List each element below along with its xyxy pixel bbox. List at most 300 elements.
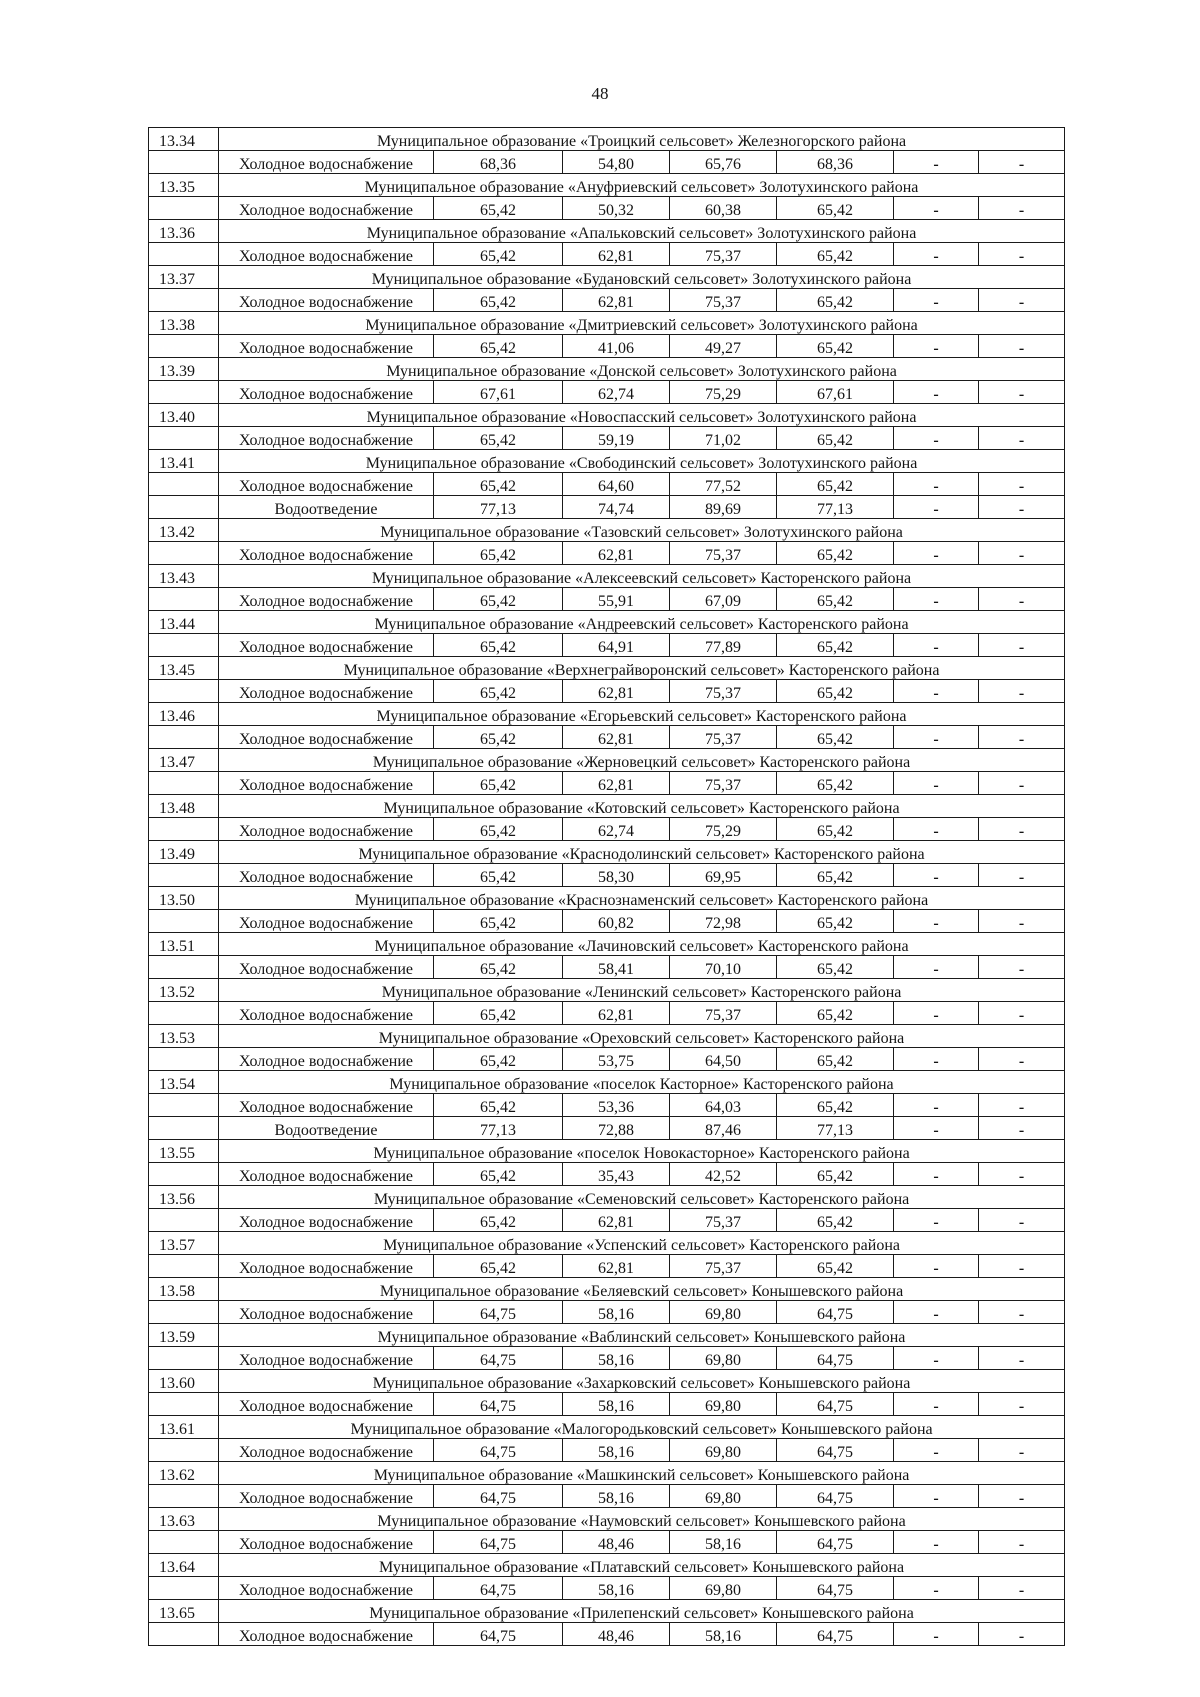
section-number: 13.61 (149, 1416, 219, 1439)
tariff-value: - (894, 818, 979, 841)
row-number-blank (149, 1347, 219, 1370)
section-header-row (149, 795, 1065, 818)
section-number: 13.43 (149, 565, 219, 588)
tariff-value: 70,10 (670, 956, 777, 979)
tariff-value: 65,42 (777, 1209, 894, 1232)
section-header-row (149, 358, 1065, 381)
tariff-value: - (894, 1163, 979, 1186)
municipality-title: Муниципальное образование «Лачиновский сельсовет» Касторенского района (219, 933, 1065, 956)
service-name: Холодное водоснабжение (219, 1002, 434, 1025)
tariff-value: 65,42 (777, 1048, 894, 1071)
tariff-value: 65,42 (777, 910, 894, 933)
section-header-row (149, 128, 1065, 151)
row-number-blank (149, 381, 219, 404)
tariff-row (149, 634, 1065, 657)
section-header-row (149, 1232, 1065, 1255)
municipality-title: Муниципальное образование «Беляевский сельсовет» Конышевского района (219, 1278, 1065, 1301)
tariff-value: 67,09 (670, 588, 777, 611)
tariff-row (149, 1002, 1065, 1025)
municipality-title: Муниципальное образование «Прилепенский сельсовет» Конышевского района (219, 1600, 1065, 1623)
tariff-row (149, 473, 1065, 496)
tariff-value: 64,75 (434, 1531, 563, 1554)
tariff-value: - (894, 197, 979, 220)
municipality-title: Муниципальное образование «Свободинский сельсовет» Золотухинского района (219, 450, 1065, 473)
tariff-value: - (979, 726, 1065, 749)
tariff-row (149, 1577, 1065, 1600)
tariff-value: 87,46 (670, 1117, 777, 1140)
section-header-row (149, 565, 1065, 588)
section-header-row (149, 1416, 1065, 1439)
tariff-row (149, 496, 1065, 519)
section-number: 13.46 (149, 703, 219, 726)
tariff-value: 62,81 (563, 726, 670, 749)
service-name: Холодное водоснабжение (219, 1255, 434, 1278)
municipality-title: Муниципальное образование «Будановский сельсовет» Золотухинского района (219, 266, 1065, 289)
tariff-value: 64,75 (777, 1439, 894, 1462)
section-number: 13.38 (149, 312, 219, 335)
service-name: Холодное водоснабжение (219, 542, 434, 565)
tariff-value: - (894, 427, 979, 450)
tariff-value: - (979, 1255, 1065, 1278)
tariff-value: 65,42 (434, 1209, 563, 1232)
section-number: 13.42 (149, 519, 219, 542)
row-number-blank (149, 1577, 219, 1600)
section-number: 13.63 (149, 1508, 219, 1531)
tariff-value: 75,37 (670, 542, 777, 565)
tariff-row (149, 381, 1065, 404)
tariff-value: - (979, 335, 1065, 358)
tariff-value: - (979, 1347, 1065, 1370)
tariff-value: 64,75 (777, 1485, 894, 1508)
section-header-row (149, 450, 1065, 473)
tariff-value: - (979, 1163, 1065, 1186)
row-number-blank (149, 427, 219, 450)
row-number-blank (149, 588, 219, 611)
row-number-blank (149, 864, 219, 887)
row-number-blank (149, 151, 219, 174)
tariff-value: - (979, 1531, 1065, 1554)
tariff-row (149, 1048, 1065, 1071)
tariff-value: 41,06 (563, 335, 670, 358)
tariff-value: 65,42 (777, 634, 894, 657)
tariff-row (149, 1209, 1065, 1232)
tariff-value: - (979, 381, 1065, 404)
tariff-row (149, 1439, 1065, 1462)
section-number: 13.47 (149, 749, 219, 772)
municipality-title: Муниципальное образование «Семеновский сельсовет» Касторенского района (219, 1186, 1065, 1209)
tariff-value: 65,42 (434, 818, 563, 841)
row-number-blank (149, 1048, 219, 1071)
section-number: 13.45 (149, 657, 219, 680)
tariff-value: - (894, 1117, 979, 1140)
tariff-row (149, 910, 1065, 933)
tariff-value: 62,81 (563, 1209, 670, 1232)
tariff-value: 77,52 (670, 473, 777, 496)
tariff-row (149, 772, 1065, 795)
tariff-row (149, 864, 1065, 887)
service-name: Холодное водоснабжение (219, 1347, 434, 1370)
tariff-value: - (979, 1393, 1065, 1416)
tariff-value: 75,37 (670, 726, 777, 749)
tariff-value: 67,61 (777, 381, 894, 404)
tariff-row (149, 818, 1065, 841)
tariff-row (149, 726, 1065, 749)
tariff-value: - (894, 956, 979, 979)
tariff-value: - (894, 473, 979, 496)
tariff-value: 75,37 (670, 1209, 777, 1232)
tariff-value: 65,42 (434, 956, 563, 979)
row-number-blank (149, 956, 219, 979)
municipality-title: Муниципальное образование «поселок Касторное» Касторенского района (219, 1071, 1065, 1094)
tariff-value: 53,75 (563, 1048, 670, 1071)
municipality-title: Муниципальное образование «Новоспасский сельсовет» Золотухинского района (219, 404, 1065, 427)
tariff-value: 71,02 (670, 427, 777, 450)
tariff-value: - (894, 1439, 979, 1462)
municipality-title: Муниципальное образование «Алексеевский сельсовет» Касторенского района (219, 565, 1065, 588)
tariff-value: 50,32 (563, 197, 670, 220)
service-name: Холодное водоснабжение (219, 1623, 434, 1646)
tariff-value: 65,42 (434, 427, 563, 450)
tariff-value: 64,03 (670, 1094, 777, 1117)
tariff-value: 75,37 (670, 772, 777, 795)
tariff-row (149, 1393, 1065, 1416)
row-number-blank (149, 1439, 219, 1462)
tariff-value: 65,42 (777, 772, 894, 795)
section-number: 13.44 (149, 611, 219, 634)
row-number-blank (149, 197, 219, 220)
section-number: 13.37 (149, 266, 219, 289)
tariff-value: 72,98 (670, 910, 777, 933)
tariff-value: 77,13 (434, 496, 563, 519)
section-number: 13.40 (149, 404, 219, 427)
municipality-title: Муниципальное образование «Андреевский сельсовет» Касторенского района (219, 611, 1065, 634)
service-name: Холодное водоснабжение (219, 289, 434, 312)
service-name: Холодное водоснабжение (219, 864, 434, 887)
tariff-value: - (894, 1623, 979, 1646)
tariff-value: 65,42 (777, 1163, 894, 1186)
service-name: Холодное водоснабжение (219, 1163, 434, 1186)
row-number-blank (149, 1301, 219, 1324)
tariff-value: 65,76 (670, 151, 777, 174)
row-number-blank (149, 1255, 219, 1278)
tariff-value: - (894, 634, 979, 657)
tariff-value: 42,52 (670, 1163, 777, 1186)
section-number: 13.50 (149, 887, 219, 910)
municipality-title: Муниципальное образование «Котовский сельсовет» Касторенского района (219, 795, 1065, 818)
service-name: Холодное водоснабжение (219, 588, 434, 611)
tariff-row (149, 335, 1065, 358)
tariff-value: 65,42 (434, 197, 563, 220)
municipality-title: Муниципальное образование «поселок Новокасторное» Касторенского района (219, 1140, 1065, 1163)
service-name: Холодное водоснабжение (219, 1301, 434, 1324)
tariff-value: - (894, 1048, 979, 1071)
tariff-value: 65,42 (434, 289, 563, 312)
tariff-value: - (979, 197, 1065, 220)
municipality-title: Муниципальное образование «Апальковский сельсовет» Золотухинского района (219, 220, 1065, 243)
tariff-value: - (894, 496, 979, 519)
tariff-value: 58,16 (670, 1623, 777, 1646)
section-header-row (149, 703, 1065, 726)
service-name: Холодное водоснабжение (219, 473, 434, 496)
tariff-value: 65,42 (434, 335, 563, 358)
tariff-value: - (979, 496, 1065, 519)
tariff-value: - (894, 335, 979, 358)
tariff-value: 58,16 (563, 1577, 670, 1600)
tariff-value: 74,74 (563, 496, 670, 519)
section-number: 13.48 (149, 795, 219, 818)
service-name: Холодное водоснабжение (219, 1094, 434, 1117)
tariff-value: 64,75 (777, 1623, 894, 1646)
section-number: 13.56 (149, 1186, 219, 1209)
tariff-value: 65,42 (434, 1048, 563, 1071)
tariff-value: 62,81 (563, 542, 670, 565)
tariff-value: 54,80 (563, 151, 670, 174)
tariff-value: 77,13 (434, 1117, 563, 1140)
tariff-value: 62,81 (563, 243, 670, 266)
tariff-value: 65,42 (434, 1002, 563, 1025)
municipality-title: Муниципальное образование «Ленинский сельсовет» Касторенского района (219, 979, 1065, 1002)
tariff-value: 67,61 (434, 381, 563, 404)
tariff-value: - (979, 818, 1065, 841)
tariff-value: 62,81 (563, 1002, 670, 1025)
section-number: 13.36 (149, 220, 219, 243)
tariff-value: 60,82 (563, 910, 670, 933)
tariff-value: 65,42 (777, 1094, 894, 1117)
row-number-blank (149, 1002, 219, 1025)
row-number-blank (149, 1531, 219, 1554)
section-header-row (149, 1071, 1065, 1094)
tariff-value: - (894, 289, 979, 312)
tariff-value: - (894, 1531, 979, 1554)
tariff-value: 89,69 (670, 496, 777, 519)
tariff-value: 62,81 (563, 680, 670, 703)
service-name: Холодное водоснабжение (219, 1439, 434, 1462)
tariff-value: 62,81 (563, 289, 670, 312)
tariff-value: 35,43 (563, 1163, 670, 1186)
municipality-title: Муниципальное образование «Донской сельсовет» Золотухинского района (219, 358, 1065, 381)
tariff-row (149, 542, 1065, 565)
section-number: 13.58 (149, 1278, 219, 1301)
tariff-value: - (894, 1393, 979, 1416)
section-header-row (149, 611, 1065, 634)
tariff-row (149, 680, 1065, 703)
tariff-value: - (979, 1048, 1065, 1071)
tariff-value: - (979, 243, 1065, 266)
row-number-blank (149, 1094, 219, 1117)
section-header-row (149, 657, 1065, 680)
tariff-row (149, 151, 1065, 174)
tariff-value: - (894, 726, 979, 749)
tariff-value: 64,75 (434, 1485, 563, 1508)
service-name: Холодное водоснабжение (219, 1531, 434, 1554)
tariff-value: 64,75 (777, 1531, 894, 1554)
tariff-value: 65,42 (434, 1094, 563, 1117)
section-number: 13.35 (149, 174, 219, 197)
tariff-value: 65,42 (777, 473, 894, 496)
municipality-title: Муниципальное образование «Ваблинский сельсовет» Конышевского района (219, 1324, 1065, 1347)
tariff-value: 69,80 (670, 1439, 777, 1462)
row-number-blank (149, 772, 219, 795)
tariff-value: - (894, 243, 979, 266)
tariff-value: - (894, 151, 979, 174)
service-name: Холодное водоснабжение (219, 1209, 434, 1232)
tariff-value: 64,50 (670, 1048, 777, 1071)
tariff-value: 64,75 (434, 1347, 563, 1370)
service-name: Холодное водоснабжение (219, 335, 434, 358)
service-name: Холодное водоснабжение (219, 680, 434, 703)
section-header-row (149, 887, 1065, 910)
service-name: Холодное водоснабжение (219, 1393, 434, 1416)
section-number: 13.49 (149, 841, 219, 864)
row-number-blank (149, 634, 219, 657)
tariff-value: 60,38 (670, 197, 777, 220)
tariff-value: - (894, 680, 979, 703)
section-header-row (149, 312, 1065, 335)
section-number: 13.59 (149, 1324, 219, 1347)
tariff-value: 65,42 (434, 542, 563, 565)
municipality-title: Муниципальное образование «Платавский сельсовет» Конышевского района (219, 1554, 1065, 1577)
tariff-value: 65,42 (777, 680, 894, 703)
tariff-value: 65,42 (777, 956, 894, 979)
section-header-row (149, 1186, 1065, 1209)
service-name: Холодное водоснабжение (219, 634, 434, 657)
tariff-value: - (894, 542, 979, 565)
tariff-value: 59,19 (563, 427, 670, 450)
tariff-value: 69,80 (670, 1485, 777, 1508)
section-header-row (149, 1600, 1065, 1623)
tariff-value: - (979, 588, 1065, 611)
municipality-title: Муниципальное образование «Краснознаменский сельсовет» Касторенского района (219, 887, 1065, 910)
section-number: 13.53 (149, 1025, 219, 1048)
section-header-row (149, 1462, 1065, 1485)
section-number: 13.52 (149, 979, 219, 1002)
service-name: Холодное водоснабжение (219, 910, 434, 933)
service-name: Холодное водоснабжение (219, 243, 434, 266)
tariff-row (149, 1255, 1065, 1278)
tariff-value: 58,41 (563, 956, 670, 979)
tariff-value: 65,42 (434, 864, 563, 887)
tariff-value: - (894, 381, 979, 404)
section-number: 13.65 (149, 1600, 219, 1623)
municipality-title: Муниципальное образование «Машкинский сельсовет» Конышевского района (219, 1462, 1065, 1485)
tariff-value: 58,30 (563, 864, 670, 887)
tariff-value: 77,89 (670, 634, 777, 657)
tariff-value: 65,42 (777, 818, 894, 841)
tariff-value: 65,42 (777, 1255, 894, 1278)
municipality-title: Муниципальное образование «Успенский сельсовет» Касторенского района (219, 1232, 1065, 1255)
tariff-value: 48,46 (563, 1623, 670, 1646)
tariff-value: 62,74 (563, 818, 670, 841)
tariff-value: 65,42 (434, 243, 563, 266)
row-number-blank (149, 1623, 219, 1646)
tariff-value: 62,74 (563, 381, 670, 404)
tariff-value: 65,42 (777, 289, 894, 312)
tariff-value: 65,42 (434, 588, 563, 611)
tariff-row (149, 289, 1065, 312)
section-number: 13.60 (149, 1370, 219, 1393)
tariff-value: - (894, 1209, 979, 1232)
tariff-value: - (979, 427, 1065, 450)
tariff-value: 69,80 (670, 1347, 777, 1370)
tariff-value: 65,42 (777, 1002, 894, 1025)
tariff-row (149, 1531, 1065, 1554)
municipality-title: Муниципальное образование «Наумовский сельсовет» Конышевского района (219, 1508, 1065, 1531)
row-number-blank (149, 726, 219, 749)
municipality-title: Муниципальное образование «Тазовский сельсовет» Золотухинского района (219, 519, 1065, 542)
section-header-row (149, 749, 1065, 772)
tariff-value: 69,80 (670, 1393, 777, 1416)
section-header-row (149, 1140, 1065, 1163)
row-number-blank (149, 1485, 219, 1508)
tariff-value: - (979, 542, 1065, 565)
tariff-value: 65,42 (434, 910, 563, 933)
tariff-row (149, 1094, 1065, 1117)
tariff-value: 58,16 (563, 1347, 670, 1370)
tariff-value: - (979, 772, 1065, 795)
tariff-value: 75,29 (670, 818, 777, 841)
tariff-value: - (979, 151, 1065, 174)
tariff-value: - (979, 1301, 1065, 1324)
service-name: Холодное водоснабжение (219, 1048, 434, 1071)
tariff-value: - (979, 1439, 1065, 1462)
tariff-value: - (894, 1002, 979, 1025)
tariff-value: 65,42 (777, 243, 894, 266)
tariff-value: 65,42 (777, 588, 894, 611)
tariff-value: 68,36 (434, 151, 563, 174)
tariff-row (149, 197, 1065, 220)
row-number-blank (149, 1163, 219, 1186)
tariff-value: 64,75 (434, 1623, 563, 1646)
tariff-value: 69,80 (670, 1577, 777, 1600)
tariff-value: 65,42 (434, 473, 563, 496)
service-name: Холодное водоснабжение (219, 381, 434, 404)
service-name: Холодное водоснабжение (219, 772, 434, 795)
tariff-value: 65,42 (777, 726, 894, 749)
tariff-value: 62,81 (563, 1255, 670, 1278)
municipality-title: Муниципальное образование «Краснодолинский сельсовет» Касторенского района (219, 841, 1065, 864)
tariff-value: 62,81 (563, 772, 670, 795)
municipality-title: Муниципальное образование «Малогородьковский сельсовет» Конышевского района (219, 1416, 1065, 1439)
section-header-row (149, 266, 1065, 289)
tariff-value: - (979, 680, 1065, 703)
row-number-blank (149, 243, 219, 266)
tariff-value: 69,80 (670, 1301, 777, 1324)
tariff-value: 75,37 (670, 1002, 777, 1025)
row-number-blank (149, 542, 219, 565)
tariff-value: 65,42 (777, 197, 894, 220)
row-number-blank (149, 680, 219, 703)
tariff-value: - (894, 1347, 979, 1370)
section-header-row (149, 220, 1065, 243)
tariff-value: 64,75 (434, 1301, 563, 1324)
tariff-table (148, 127, 1065, 1646)
tariff-value: 65,42 (777, 427, 894, 450)
municipality-title: Муниципальное образование «Ореховский сельсовет» Касторенского района (219, 1025, 1065, 1048)
tariff-value: - (894, 1485, 979, 1508)
tariff-value: 65,42 (434, 772, 563, 795)
section-header-row (149, 1554, 1065, 1577)
tariff-value: 72,88 (563, 1117, 670, 1140)
tariff-value: 58,16 (670, 1531, 777, 1554)
row-number-blank (149, 289, 219, 312)
tariff-value: 75,37 (670, 243, 777, 266)
section-header-row (149, 1508, 1065, 1531)
row-number-blank (149, 1393, 219, 1416)
tariff-row (149, 1623, 1065, 1646)
tariff-value: 69,95 (670, 864, 777, 887)
tariff-value: - (979, 1002, 1065, 1025)
section-header-row (149, 1025, 1065, 1048)
